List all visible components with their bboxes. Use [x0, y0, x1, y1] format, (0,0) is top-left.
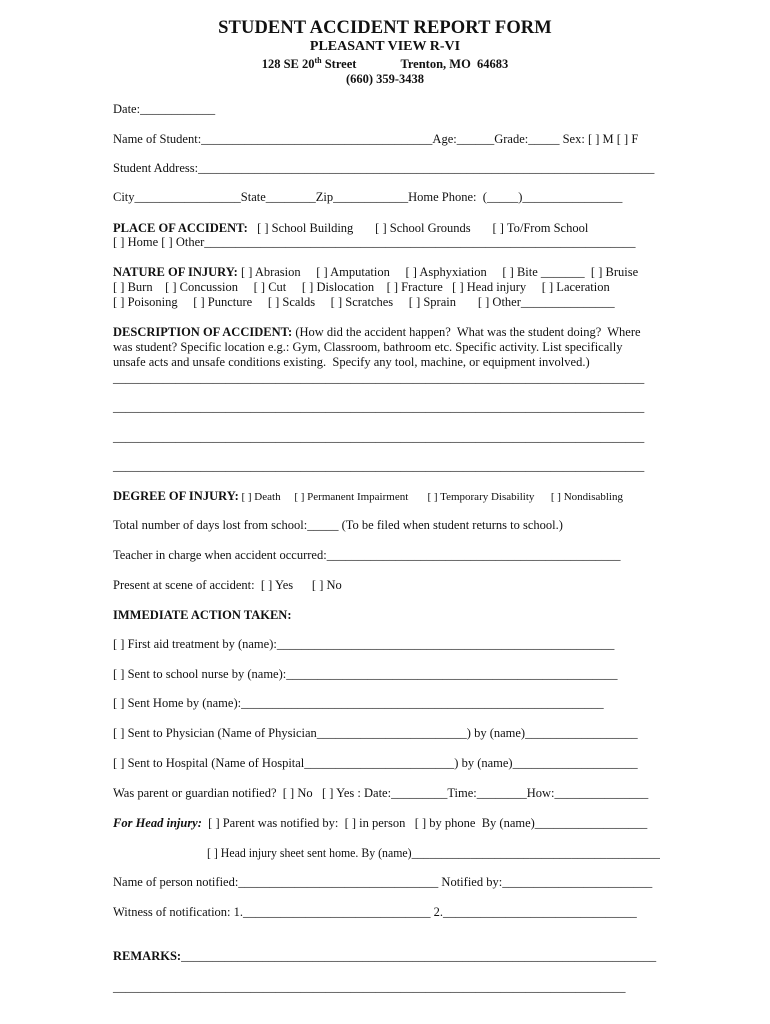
present-at-scene-field[interactable]: Present at scene of accident: [ ] Yes [ ] No [113, 578, 342, 592]
description-line-2: was student? Specific location e.g.: Gym, Classroom, bathroom etc. Specific activity. List specifically [113, 340, 623, 354]
degree-options[interactable]: [ ] Death [ ] Permanent Impairment [ ] Temporary Disability [ ] Nondisabling [238, 491, 623, 503]
remarks-line [113, 949, 656, 964]
student-address-field[interactable]: Student Address:_________________________________________________________________________ [113, 161, 655, 175]
description-blank-2[interactable]: _____________________________________________________________________________________ [113, 400, 645, 414]
nature-of-injury-line [113, 265, 638, 280]
street-prefix: 128 SE 20 [261, 57, 315, 71]
remarks-blank-2[interactable]: __________________________________________________________________________________ [113, 980, 626, 994]
form-title: STUDENT ACCIDENT REPORT FORM [218, 18, 552, 38]
date-field[interactable]: Date:____________ [113, 102, 216, 116]
first-aid-field[interactable]: [ ] First aid treatment by (name):______________________________________________________ [113, 637, 615, 651]
witness-field[interactable]: Witness of notification: 1.______________________________ 2._______________________________ [113, 905, 637, 919]
place-of-accident-label: PLACE OF ACCIDENT: [113, 221, 248, 235]
hospital-field[interactable]: [ ] Sent to Hospital (Name of Hospital________________________) by (name)____________________ [113, 756, 638, 770]
description-text-1: (How did the accident happen? What was the student doing? Where [292, 325, 641, 339]
student-name-field[interactable]: Name of Student:_____________________________________Age:______Grade:_____ Sex: [ ] M [ ] F [113, 132, 639, 146]
parent-notified-field[interactable]: Was parent or guardian notified? [ ] No [ ] Yes : Date:_________Time:________How:_______________ [113, 786, 649, 800]
description-blank-1[interactable]: _____________________________________________________________________________________ [113, 371, 645, 385]
nature-options-3[interactable]: [ ] Poisoning [ ] Puncture [ ] Scalds [ ] Scratches [ ] Sprain [ ] Other_______________ [113, 295, 615, 309]
degree-of-injury-line [113, 489, 623, 505]
remarks-blank-1[interactable]: ____________________________________________________________________________ [181, 949, 657, 963]
school-name: PLEASANT VIEW R-VI [309, 39, 461, 54]
head-injury-sheet-field[interactable]: [ ] Head injury sheet sent home. By (name)__________________________________________ [207, 846, 660, 860]
head-injury-line [113, 816, 647, 831]
sent-home-field[interactable]: [ ] Sent Home by (name):__________________________________________________________ [113, 696, 604, 710]
degree-of-injury-label: DEGREE OF INJURY: [113, 489, 239, 503]
city-state-zip-field[interactable]: City_________________State________Zip____________Home Phone: (_____)________________ [113, 190, 623, 204]
school-nurse-field[interactable]: [ ] Sent to school nurse by (name):_____________________________________________________ [113, 667, 618, 681]
school-city: Trenton, MO 64683 [400, 57, 509, 71]
nature-options-2[interactable]: [ ] Burn [ ] Concussion [ ] Cut [ ] Dislocation [ ] Fracture [ ] Head injury [ ] Laceration [113, 280, 610, 294]
place-options[interactable]: [ ] School Building [ ] School Grounds [ ] To/From School [247, 221, 589, 235]
teacher-in-charge-field[interactable]: Teacher in charge when accident occurred:_______________________________________________ [113, 548, 621, 562]
school-phone: (660) 359-3438 [345, 72, 425, 86]
remarks-label: REMARKS: [113, 949, 182, 963]
nature-of-injury-label: NATURE OF INJURY: [113, 265, 238, 279]
description-line-3: unsafe acts and unsafe conditions existing. Specify any tool, machine, or equipment involved.) [113, 355, 590, 369]
place-other-line[interactable]: [ ] Home [ ] Other_____________________________________________________________________ [113, 235, 636, 249]
street-ordinal: th [314, 56, 322, 65]
street-suffix: Street [321, 57, 357, 71]
person-notified-field[interactable]: Name of person notified:________________________________ Notified by:________________________ [113, 875, 653, 889]
nature-options-1[interactable]: [ ] Abrasion [ ] Amputation [ ] Asphyxiation [ ] Bite _______ [ ] Bruise [237, 265, 639, 279]
description-line-1 [113, 325, 641, 340]
physician-field[interactable]: [ ] Sent to Physician (Name of Physician________________________) by (name)__________________ [113, 726, 638, 740]
days-lost-field[interactable]: Total number of days lost from school:_____ (To be filed when student returns to school.) [113, 518, 563, 532]
head-injury-label: For Head injury: [113, 816, 202, 830]
description-label: DESCRIPTION OF ACCIDENT: [113, 325, 293, 339]
school-address [0, 57, 770, 72]
immediate-action-label: IMMEDIATE ACTION TAKEN: [113, 608, 292, 622]
head-injury-options[interactable]: [ ] Parent was notified by: [ ] in person [ ] by phone By (name)__________________ [201, 816, 648, 830]
description-blank-4[interactable]: _____________________________________________________________________________________ [113, 459, 645, 473]
place-of-accident-line [113, 221, 588, 236]
description-blank-3[interactable]: _____________________________________________________________________________________ [113, 430, 645, 444]
